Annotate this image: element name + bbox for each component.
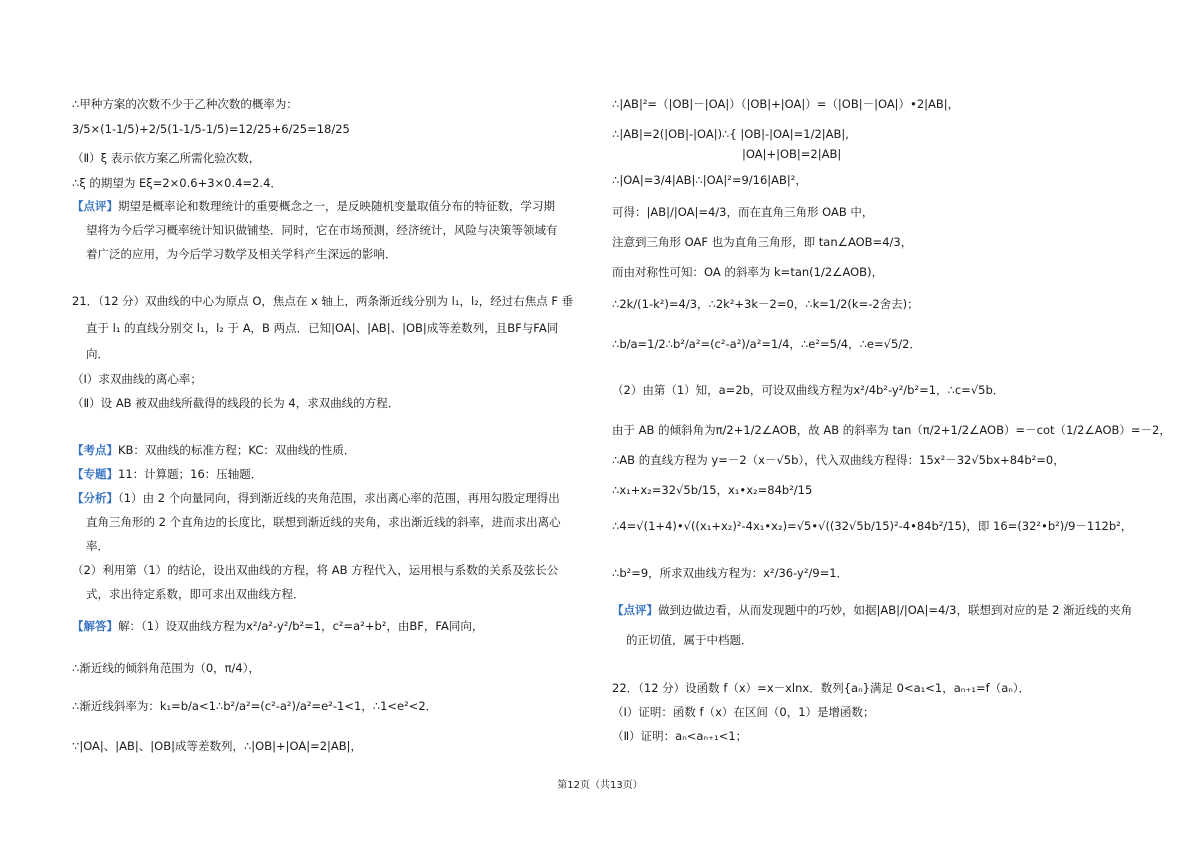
comment-tag: 【点评】 [72,199,118,213]
comment-line [612,602,1132,618]
formula-line: 3/5×(1-1/5)+2/5(1-1/5-1/5)=12/25+6/25=18/25 [72,122,350,136]
text-line: 式，求出待定系数，即可求出双曲线方程． [86,587,305,601]
subject-text: 11：计算题；16：压轴题． [118,467,263,481]
formula-line: ∴b/a=1/2∴b²/a²=(c²-a²)/a²=1/4，∴e²=5/4，∴e=√5/2． [612,337,921,351]
comment-tag: 【点评】 [612,603,658,617]
formula-line: |OA|+|OB|=2|AB| [742,147,842,161]
text-line: 率． [86,539,109,553]
analysis-line [72,490,560,506]
text-line: 向． [86,347,109,361]
text-line: ∴甲种方案的次数不少于乙种次数的概率为： [72,97,298,111]
topic-line [72,442,355,458]
formula-line: ∴4=√(1+4)•√((x₁+x₂)²-4x₁•x₂)=√5•√((32√5b/15)²-4•84b²/15)，即 16=(32²•b²)/9－112b²， [612,519,1133,533]
text-line: 望将为今后学习概率统计知识做铺垫．同时，它在市场预测，经济统计，风险与决策等领域有 [86,223,558,237]
analysis-tag: 【分析】 [72,491,118,505]
text-line: （Ⅱ）设 AB 被双曲线所截得的线段的长为 4，求双曲线的方程． [72,396,400,410]
text-line: 的正切值，属于中档题． [626,633,753,647]
text-line: （Ⅱ）ξ 表示依方案乙所需化验次数， [72,151,261,165]
text-line: ∴渐近线斜率为：k₁=b/a<1∴b²/a²=(c²-a²)/a²=e²-1<1，∴1<e²<2． [72,699,438,713]
formula-line: ∴|AB|=2(|OB|-|OA|)∴{ |OB|-|OA|=1/2|AB|, [612,127,849,141]
formula-line: ∴2k/(1-k²)=4/3，∴2k²+3k－2=0，∴k=1/2(k=-2舍去)； [612,297,919,311]
subject-tag: 【专题】 [72,467,118,481]
text-line: 直角三角形的 2 个直角边的长度比，联想到渐近线的夹角，求出渐近线的斜率，进而求出离心 [86,515,561,529]
topic-tag: 【考点】 [72,443,118,457]
page-footer: 第12页（共13页） [557,780,643,791]
text-line: ∴ξ 的期望为 Eξ=2×0.6+3×0.4=2.4． [72,176,282,190]
formula-line: ∴|OA|=3/4|AB|∴|OA|²=9/16|AB|²， [612,173,807,187]
analysis-text: （1）由 2 个向量同向，得到渐近线的夹角范围，求出离心率的范围，再用勾股定理得出 [118,491,560,505]
formula-line: ∴x₁+x₂=32√5b/15，x₁•x₂=84b²/15 [612,483,813,497]
comment-text: 期望是概率论和数理统计的重要概念之一，是反映随机变量取值分布的特征数，学习期 [118,199,555,213]
text-line: 着广泛的应用，为今后学习数学及相关学科产生深远的影响． [86,247,397,261]
text-line: （Ⅰ）证明：函数 f（x）在区间（0，1）是增函数； [612,705,875,719]
problem-22-line: 22．（12 分）设函数 f（x）=x－xlnx．数列{aₙ}满足 0<a₁<1，aₙ₊₁=f（aₙ）． [612,681,1031,695]
text-line: （Ⅰ）求双曲线的离心率； [72,372,202,386]
problem-21-line: 21．（12 分）双曲线的中心为原点 O，焦点在 x 轴上，两条渐近线分别为 l₁，l₂，经过右焦点 F 垂 [72,294,574,308]
formula-line: 由于 AB 的倾斜角为π/2+1/2∠AOB，故 AB 的斜率为 tan（π/2+1/2∠AOB）=－cot（1/2∠AOB）=－2， [612,423,1171,437]
formula-line: （2）由第（1）知，a=2b，可设双曲线方程为x²/4b²-y²/b²=1，∴c=√5b． [612,383,1005,397]
comment-line [72,198,555,214]
text-line: 注意到三角形 OAF 也为直角三角形，即 tan∠AOB=4/3， [612,235,913,249]
text-line: 直于 l₁ 的直线分别交 l₁，l₂ 于 A，B 两点．已知|OA|、|AB|、|OB|成等差数列，且BF与FA同 [86,321,559,335]
subject-line [72,466,262,482]
solution-tag: 【解答】 [72,619,118,633]
text-line: ∵|OA|、|AB|、|OB|成等差数列，∴|OB|+|OA|=2|AB|， [72,739,363,753]
topic-text: KB：双曲线的标准方程；KC：双曲线的性质． [118,443,356,457]
formula-line: ∴b²=9，所求双曲线方程为：x²/36-y²/9=1． [612,566,849,580]
solution-line [72,618,483,634]
formula-line: ∴AB 的直线方程为 y=－2（x－√5b），代入双曲线方程得：15x²－32√5bx+84b²=0， [612,453,1065,467]
text-line: （Ⅱ）证明：aₙ<aₙ₊₁<1； [612,729,748,743]
text-line: （2）利用第（1）的结论，设出双曲线的方程，将 AB 方程代入，运用根与系数的关系及弦长公 [72,563,559,577]
text-line: 而由对称性可知：OA 的斜率为 k=tan(1/2∠AOB)， [612,265,884,279]
text-line: ∴|AB|²=（|OB|－|OA|）（|OB|+|OA|）=（|OB|－|OA|）•2|AB|， [612,97,960,111]
text-line: 可得：|AB|/|OA|=4/3，而在直角三角形 OAB 中， [612,205,874,219]
comment-text: 做到边做边看，从而发现题中的巧妙，如据|AB|/|OA|=4/3，联想到对应的是 2 渐近线的夹角 [658,603,1133,617]
text-line: ∴渐近线的倾斜角范围为（0，π/4）， [72,661,260,675]
solution-text: 解：（1）设双曲线方程为x²/a²-y²/b²=1，c²=a²+b²，由BF，FA同向， [118,619,484,633]
